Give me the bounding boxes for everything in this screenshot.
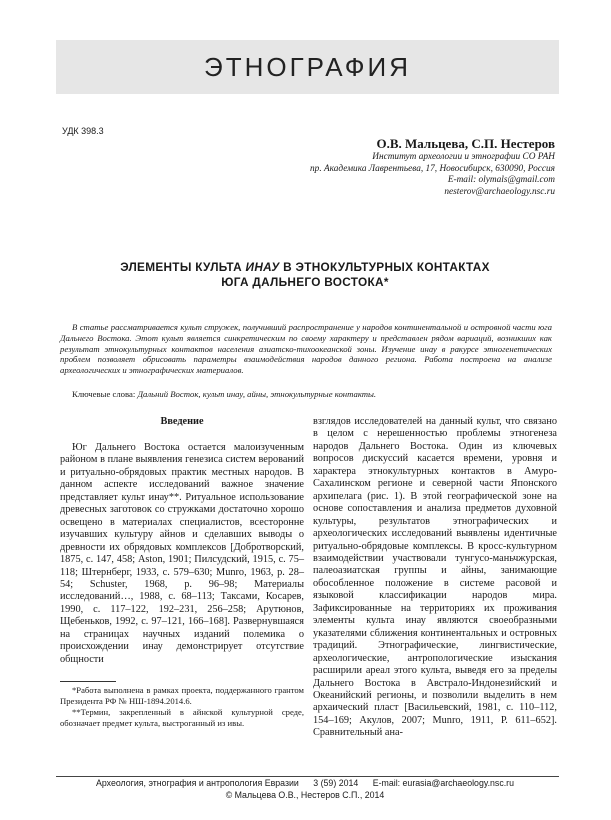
affiliation-email-1[interactable]: E-mail: olymals@gmail.com xyxy=(447,175,555,186)
section-title: ЭТНОГРАФИЯ xyxy=(204,51,411,82)
affiliation xyxy=(255,152,555,198)
article-title xyxy=(60,260,550,290)
left-column xyxy=(60,414,304,666)
title-line-2: ЮГА ДАЛЬНЕГО ВОСТОКА* xyxy=(221,275,389,289)
section-heading-introduction: Введение xyxy=(160,416,204,427)
footer-divider xyxy=(56,776,559,777)
keywords-value: Дальний Восток, культ инау, айны, этнокультурные контакты. xyxy=(137,389,377,399)
title-line-1-italic: ИНАУ xyxy=(245,260,280,274)
journal-footer xyxy=(60,778,550,788)
affiliation-email-2[interactable]: nesterov@archaeology.nsc.ru xyxy=(444,186,555,197)
footnotes xyxy=(60,685,304,729)
abstract: В статье рассматривается культ стружек, получивший распространение у народов континентальной и островной части юга Дальнего Востока. Этот культ является синкретическим по своему характеру и представлен рядом вариаций, возникших как результат этнокультурных контактов населения азиатско-тихоокеанской зоны. Изучение инау в ракурсе этногенетических проблем позволяет обрисовать параметры взаимодействия народов данного региона. Работа построена на анализе археологических и этнографических материалов. xyxy=(60,322,552,376)
title-line-1 xyxy=(60,260,550,275)
affiliation-address: пр. Академика Лаврентьева, 17, Новосибирск, 630090, Россия xyxy=(310,163,555,174)
footnote-1: *Работа выполнена в рамках проекта, поддержанного грантом Президента РФ № НШ-1894.2014.6. xyxy=(60,685,304,706)
keywords-label: Ключевые слова: xyxy=(72,389,138,399)
journal-issue: 3 (59) 2014 xyxy=(313,778,359,788)
footnote-divider xyxy=(60,681,116,682)
section-banner xyxy=(56,40,559,94)
title-line-1-end: В ЭТНОКУЛЬТУРНЫХ КОНТАКТАХ xyxy=(279,260,490,274)
affiliation-institute: Институт археологии и этнографии СО РАН xyxy=(372,152,555,162)
title-line-1-start: ЭЛЕМЕНТЫ КУЛЬТА xyxy=(120,260,246,274)
left-paragraph: Юг Дальнего Востока остается малоизученным районом в плане выявления генезиса систем верований и ритуально-обрядовых практик местных народов. В данном аспекте исследований важное значение представляет культ инау**. Ритуальное использование древесных заготовок со стружками достаточно хорошо освещено в материалах специалистов, всесторонне изучавших культуру айнов и сделавших выводы о древности их обрядовых комплексов [Добротворский, 1875, с. 147, 458; Aston, 1901; Пилсудский, 1915, с. 75–118; Штернберг, 1933, с. 579–630; Munro, 1963, р. 28–54; Schuster, 1968, р. 96–98; Материалы исследований…, 1988, с. 68–113; Таксами, Косарев, 1990, с. 117–122, 192–231, 256–258; Арутюнов, Щебеньков, 1992, с. 97–121, 166–168]. Развернувшаяся на страницах научных изданий полемика о происхождении инау демонстрирует отсутствие общности xyxy=(60,442,304,665)
keywords xyxy=(72,389,376,399)
footnote-2: **Термин, закрепленный в айнской культурной среде, обозначает предмет культа, выстроганный из ивы. xyxy=(60,707,304,728)
copyright: © Мальцева О.В., Нестеров С.П., 2014 xyxy=(225,790,385,800)
right-column xyxy=(313,416,557,740)
journal-name: Археология, этнография и антропология Евразии xyxy=(96,778,299,788)
authors: О.В. Мальцева, С.П. Нестеров xyxy=(376,136,555,151)
journal-email[interactable]: E-mail: eurasia@archaeology.nsc.ru xyxy=(372,778,514,788)
udk-code: УДК 398.3 xyxy=(62,126,104,136)
right-paragraph: взглядов исследователей на данный культ, что связано в целом с нерешенностью проблемы этногенеза народов Дальнего Востока. Один из ключевых вопросов дискуссий касается времени, уровня и характера этнокультурных контактов в Амуро-Сахалинском регионе и северной части Японского архипелага (рис. 1). В этой географической зоне на основе сопоставления и анализа предметов духовной культуры, результатов этнографических и археологических исследований выявлены идентичные ритуально-обрядовые комплексы. В кросс-культурном взаимодействии участвовали тунгусо-маньчжурская, палеоазиатская группы и айны, занимающие обособленное положение в системе расовой и языковой классификации народов мира. Зафиксированные на территориях их проживания элементы культа инау являются своеобразными указателями сближения континентальных и островных традиций. Этнографические, лингвистические, археологические, антропологические изыскания расширили ареал этого культа, выведя его за пределы Дальнего Востока в Австрало-Индонезийский и Океанийский регионы, и позволили выделить в нем архаический пласт [Васильевский, 1981, с. 110–112, 154–169; Акулов, 2007; Munro, 1911, Р. 611–652]. Сравнительный ана- xyxy=(313,416,557,739)
